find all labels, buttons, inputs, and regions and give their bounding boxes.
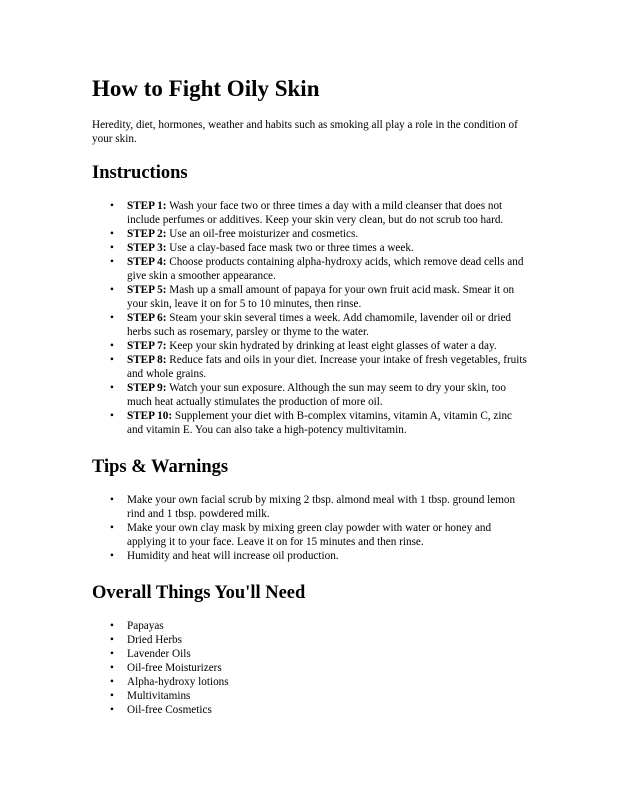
bullet-icon: • [110,382,114,394]
step-label: STEP 1: [127,200,167,212]
step-label: STEP 3: [127,242,167,254]
step-text: Supplement your diet with B-complex vitamins, vitamin A, vitamin C, zinc and vitamin E. You can also take a high-potency multivitamin. [127,410,513,436]
step-item [110,283,527,311]
step-text: Watch your sun exposure. Although the sun may seem to dry your skin, too much heat actually stimulates the production of more oil. [127,382,506,408]
step-item [110,353,527,381]
intro-paragraph: Heredity, diet, hormones, weather and habits such as smoking all play a role in the condition of your skin. [92,119,518,145]
step-text: Wash your face two or three times a day with a mild cleanser that does not include perfumes or additives. Keep your skin very clean, but do not scrub too hard. [127,200,504,226]
bullet-icon: • [110,284,114,296]
need-item [110,619,532,633]
bullet-icon: • [110,634,114,646]
need-text: Dried Herbs [127,634,182,646]
bullet-icon: • [110,312,114,324]
bullet-icon: • [110,704,114,716]
tips-heading: Tips & Warnings [92,457,229,477]
need-text: Oil-free Moisturizers [127,662,222,674]
need-text: Multivitamins [127,690,191,702]
step-text: Steam your skin several times a week. Add chamomile, lavender oil or dried herbs such as rosemary, parsley or thyme to the water. [127,312,512,338]
need-text: Lavender Oils [127,648,191,660]
step-label: STEP 9: [127,382,167,394]
bullet-icon: • [110,648,114,660]
bullet-icon: • [110,256,114,268]
step-label: STEP 5: [127,284,167,296]
document-page [92,70,532,735]
step-label: STEP 7: [127,340,167,352]
bullet-icon: • [110,676,114,688]
bullet-icon: • [110,522,114,534]
bullet-icon: • [110,242,114,254]
step-item [110,381,527,409]
need-item [110,675,532,689]
step-item [110,339,527,353]
step-text: Use an oil-free moisturizer and cosmetics. [166,228,359,240]
step-label: STEP 6: [127,312,167,324]
need-item [110,703,532,717]
tip-item [110,549,527,563]
step-text: Keep your skin hydrated by drinking at least eight glasses of water a day. [166,340,497,352]
bullet-icon: • [110,200,114,212]
need-item [110,689,532,703]
bullet-icon: • [110,620,114,632]
step-item [110,409,527,437]
step-label: STEP 10: [127,410,173,422]
step-text: Choose products containing alpha-hydroxy acids, which remove dead cells and give skin a smoother appearance. [127,256,524,282]
step-item [110,241,527,255]
step-label: STEP 2: [127,228,167,240]
need-item [110,633,532,647]
tip-text: Humidity and heat will increase oil production. [127,550,339,562]
tip-text: Make your own facial scrub by mixing 2 tbsp. almond meal with 1 tbsp. ground lemon rind and 1 tbsp. powdered milk. [127,494,516,520]
step-label: STEP 4: [127,256,167,268]
step-label: STEP 8: [127,354,167,366]
needs-heading: Overall Things You'll Need [92,583,306,603]
need-item [110,647,532,661]
bullet-icon: • [110,494,114,506]
tip-item [110,493,527,521]
tip-item [110,521,527,549]
step-item [110,199,527,227]
bullet-icon: • [110,690,114,702]
need-item [110,661,532,675]
needs-list [92,619,532,717]
need-text: Alpha-hydroxy lotions [127,676,229,688]
step-item [110,255,527,283]
need-text: Oil-free Cosmetics [127,704,212,716]
need-text: Papayas [127,620,164,632]
step-text: Mash up a small amount of papaya for your own fruit acid mask. Smear it on your skin, leave it on for 5 to 10 minutes, then rinse. [127,284,515,310]
bullet-icon: • [110,340,114,352]
step-text: Use a clay-based face mask two or three times a week. [166,242,414,254]
bullet-icon: • [110,354,114,366]
bullet-icon: • [110,410,114,422]
step-item [110,227,527,241]
page-title: How to Fight Oily Skin [92,76,320,101]
bullet-icon: • [110,228,114,240]
tip-text: Make your own clay mask by mixing green clay powder with water or honey and applying it to your face. Leave it on for 15 minutes and then rinse. [127,522,492,548]
instructions-heading: Instructions [92,163,188,183]
step-item [110,311,527,339]
step-text: Reduce fats and oils in your diet. Increase your intake of fresh vegetables, fruits and whole grains. [127,354,527,380]
tips-list [92,493,532,563]
bullet-icon: • [110,550,114,562]
bullet-icon: • [110,662,114,674]
instructions-list [92,199,532,437]
